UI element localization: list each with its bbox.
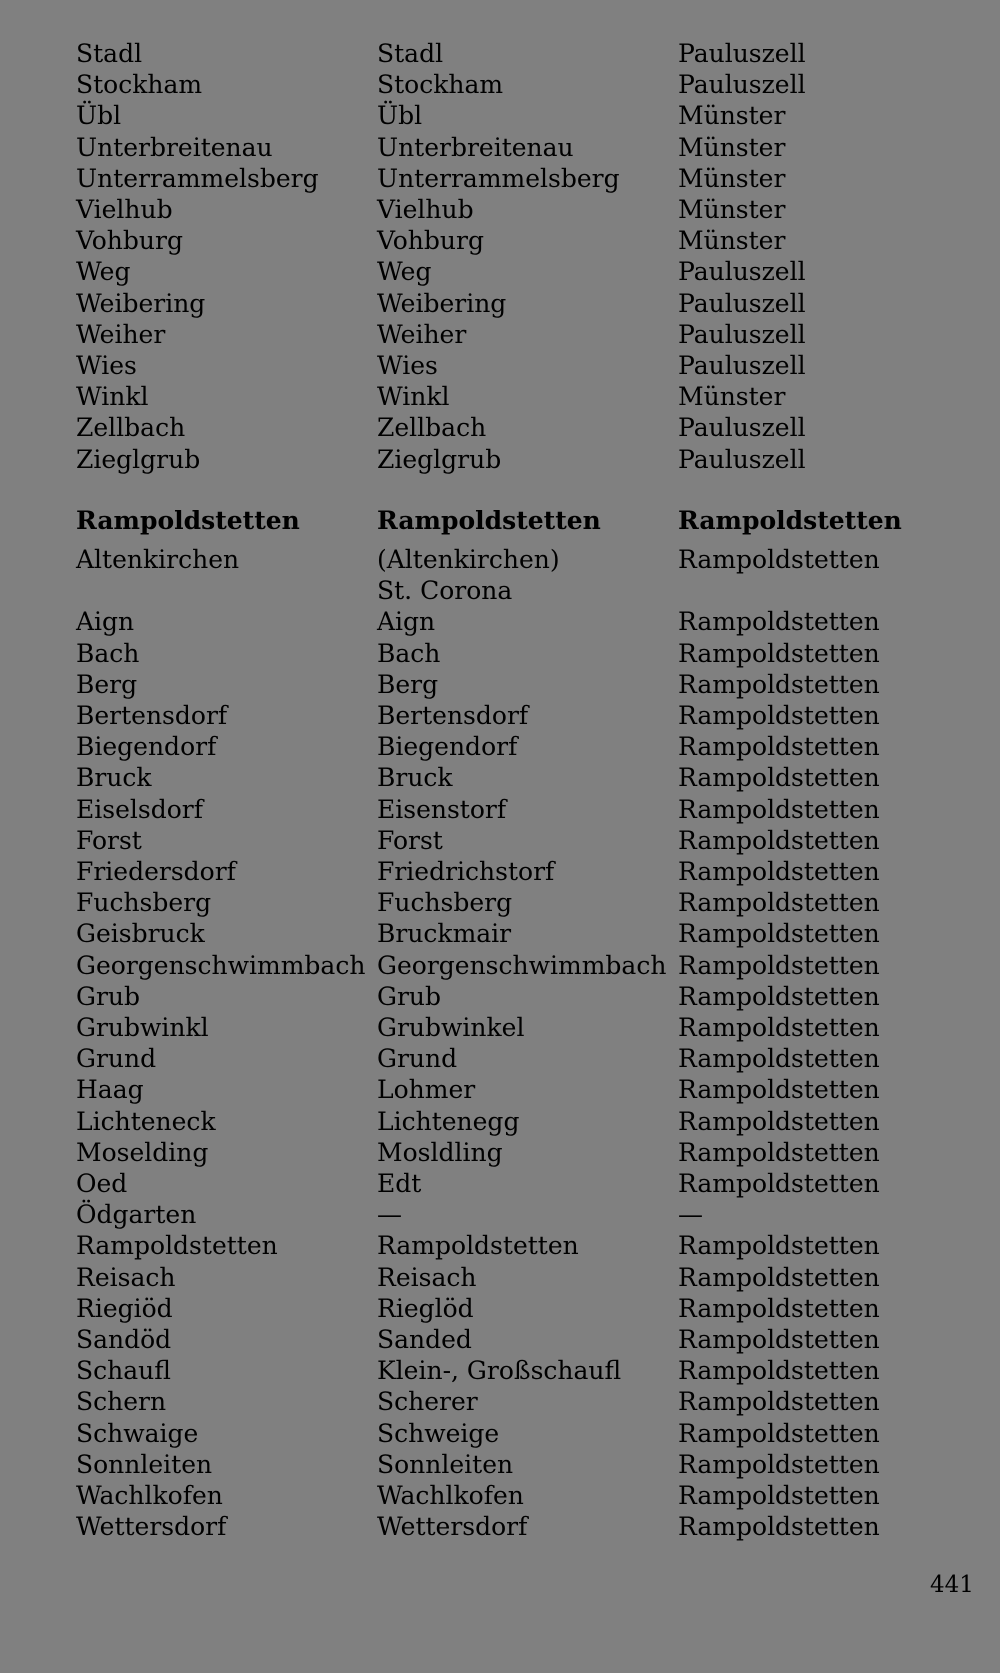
modern-name-cell: Edt (377, 1169, 422, 1198)
municipality-cell: Rampoldstetten (678, 794, 880, 824)
modern-name-cell: Scherer (377, 1387, 478, 1417)
municipality-cell: Rampoldstetten (678, 1137, 880, 1167)
table-row (0, 762, 1000, 793)
modern-name-cell: (Altenkirchen) (377, 545, 560, 574)
table-row (0, 1355, 1000, 1386)
heading-historical-name-cell: Rampoldstetten (76, 506, 300, 535)
table-row (0, 194, 1000, 225)
table-row (0, 132, 1000, 163)
table-row (0, 669, 1000, 700)
modern-name-cell: Berg (377, 669, 439, 699)
table-row (0, 381, 1000, 412)
table-row (0, 1418, 1000, 1449)
modern-name-cell: Sanded (377, 1325, 472, 1354)
municipality-cell: Rampoldstetten (678, 1512, 880, 1542)
historical-name-cell: Rampoldstetten (76, 1231, 278, 1261)
municipality-cell: Rampoldstetten (678, 1449, 880, 1479)
table-row (0, 1262, 1000, 1293)
historical-name-cell: Grubwinkl (76, 1013, 209, 1042)
municipality-cell: Münster (678, 195, 786, 224)
historical-name-cell: Sandöd (76, 1325, 172, 1354)
municipality-cell: Pauluszell (678, 351, 806, 380)
historical-name-cell: Altenkirchen (76, 545, 240, 574)
municipality-cell: Pauluszell (678, 288, 806, 318)
municipality-cell: Rampoldstetten (678, 1106, 880, 1136)
historical-name-cell: Oed (76, 1169, 128, 1198)
municipality-cell: Pauluszell (678, 444, 806, 474)
modern-name-cell: Biegendorf (377, 732, 518, 762)
historical-name-cell: Fuchsberg (76, 888, 212, 918)
historical-name-cell: Berg (76, 669, 138, 699)
table-row (0, 444, 1000, 475)
historical-name-cell: Winkl (76, 382, 149, 412)
municipality-cell: Rampoldstetten (678, 1013, 880, 1042)
municipality-cell: — (678, 1200, 703, 1230)
table-row (0, 1043, 1000, 1074)
table-row (0, 544, 1000, 575)
modern-name-cell: Wettersdorf (377, 1512, 528, 1542)
modern-name-cell: Vohburg (377, 226, 484, 256)
municipality-cell: Rampoldstetten (678, 669, 880, 699)
historical-name-cell: Georgenschwimmbach (76, 950, 366, 980)
municipality-cell: Rampoldstetten (678, 1481, 880, 1510)
table-row (0, 1293, 1000, 1324)
table-row (0, 256, 1000, 287)
municipality-cell: Rampoldstetten (678, 545, 880, 574)
municipality-cell: Münster (678, 101, 786, 131)
municipality-cell: Rampoldstetten (678, 607, 880, 637)
historical-name-cell: Geisbruck (76, 919, 205, 949)
table-row (0, 225, 1000, 256)
table-row (0, 731, 1000, 762)
table-row (0, 1511, 1000, 1542)
modern-name-cell: Weiher (377, 319, 467, 349)
historical-name-cell: Grund (76, 1044, 157, 1074)
table-row (0, 1012, 1000, 1043)
historical-name-cell: Bruck (76, 763, 152, 793)
modern-name-cell: Aign (377, 607, 436, 637)
modern-name-cell: — (377, 1200, 402, 1230)
historical-name-cell: Wies (76, 351, 137, 380)
modern-name-cell: Weg (377, 257, 432, 287)
table-row (0, 1480, 1000, 1511)
historical-name-cell: Bertensdorf (76, 701, 228, 730)
section-heading-row (0, 505, 1000, 536)
modern-name-cell: Bertensdorf (377, 701, 529, 730)
municipality-cell: Rampoldstetten (678, 1387, 880, 1417)
modern-name-cell: Wachlkofen (377, 1481, 524, 1510)
table-row (0, 1074, 1000, 1105)
table-row (0, 575, 1000, 606)
table-row (0, 163, 1000, 194)
table-row (0, 350, 1000, 381)
historical-name-cell: Stadl (76, 39, 143, 68)
municipality-cell: Rampoldstetten (678, 638, 880, 668)
modern-name-cell: Mosldling (377, 1137, 503, 1167)
historical-name-cell: Haag (76, 1075, 144, 1105)
municipality-cell: Pauluszell (678, 413, 806, 443)
historical-name-cell: Weg (76, 257, 131, 287)
municipality-cell: Rampoldstetten (678, 1169, 880, 1198)
table-row (0, 1199, 1000, 1230)
historical-name-cell: Übl (76, 101, 122, 131)
modern-name-cell: Unterbreitenau (377, 132, 574, 162)
table-row (0, 288, 1000, 319)
modern-name-cell: Bruck (377, 763, 453, 793)
modern-name-cell: Forst (377, 825, 443, 855)
modern-name-cell: Rieglöd (377, 1293, 474, 1323)
historical-name-cell: Wachlkofen (76, 1481, 223, 1510)
municipality-cell: Rampoldstetten (678, 763, 880, 793)
historical-name-cell: Riegiöd (76, 1293, 173, 1323)
table-row (0, 825, 1000, 856)
municipality-cell: Rampoldstetten (678, 1044, 880, 1074)
modern-name-cell: Grubwinkel (377, 1013, 525, 1042)
municipality-cell: Rampoldstetten (678, 950, 880, 980)
historical-name-cell: Biegendorf (76, 732, 217, 762)
modern-name-cell: Friedrichstorf (377, 857, 555, 886)
historical-name-cell: Stockham (76, 70, 203, 100)
modern-name-cell: Rampoldstetten (377, 1231, 579, 1261)
municipality-cell: Rampoldstetten (678, 919, 880, 949)
municipality-cell: Rampoldstetten (678, 981, 880, 1011)
municipality-cell: Rampoldstetten (678, 701, 880, 730)
historical-name-cell: Moselding (76, 1137, 209, 1167)
modern-name-cell: Georgenschwimmbach (377, 950, 667, 980)
historical-name-cell: Vielhub (76, 195, 173, 224)
table-row (0, 887, 1000, 918)
table-row (0, 100, 1000, 131)
modern-name-cell: Reisach (377, 1262, 477, 1292)
municipality-cell: Rampoldstetten (678, 1231, 880, 1261)
modern-name-cell: Zieglgrub (377, 444, 502, 474)
table-row (0, 794, 1000, 825)
modern-name-cell: Wies (377, 351, 438, 380)
historical-name-cell: Ödgarten (76, 1200, 197, 1230)
historical-name-cell: Wettersdorf (76, 1512, 227, 1542)
table-row (0, 918, 1000, 949)
historical-name-cell: Sonnleiten (76, 1449, 213, 1479)
table-row (0, 638, 1000, 669)
heading-modern-name-cell: Rampoldstetten (377, 506, 601, 535)
table-row (0, 1386, 1000, 1417)
table-row (0, 856, 1000, 887)
heading-municipality-cell: Rampoldstetten (678, 506, 902, 535)
historical-name-cell: Grub (76, 981, 141, 1011)
historical-name-cell: Reisach (76, 1262, 176, 1292)
municipality-cell: Rampoldstetten (678, 1293, 880, 1323)
modern-name-cell: St. Corona (377, 576, 513, 606)
historical-name-cell: Schaufl (76, 1356, 171, 1386)
modern-name-cell: Fuchsberg (377, 888, 513, 918)
historical-name-cell: Weiher (76, 319, 166, 349)
modern-name-cell: Weibering (377, 288, 507, 318)
table-row (0, 1324, 1000, 1355)
municipality-cell: Rampoldstetten (678, 1356, 880, 1386)
historical-name-cell: Vohburg (76, 226, 183, 256)
table-row (0, 1137, 1000, 1168)
modern-name-cell: Vielhub (377, 195, 474, 224)
municipality-cell: Pauluszell (678, 257, 806, 287)
historical-name-cell: Forst (76, 825, 142, 855)
modern-name-cell: Zellbach (377, 413, 487, 443)
historical-name-cell: Weibering (76, 288, 206, 318)
modern-name-cell: Sonnleiten (377, 1449, 514, 1479)
municipality-cell: Rampoldstetten (678, 1418, 880, 1448)
modern-name-cell: Eisenstorf (377, 794, 507, 824)
table-row (0, 606, 1000, 637)
municipality-cell: Rampoldstetten (678, 857, 880, 886)
modern-name-cell: Übl (377, 101, 423, 131)
table-row (0, 981, 1000, 1012)
table-row (0, 69, 1000, 100)
modern-name-cell: Bach (377, 638, 441, 668)
modern-name-cell: Lohmer (377, 1075, 476, 1105)
municipality-cell: Pauluszell (678, 319, 806, 349)
municipality-cell: Pauluszell (678, 39, 806, 68)
municipality-cell: Münster (678, 163, 786, 193)
municipality-cell: Rampoldstetten (678, 825, 880, 855)
historical-name-cell: Schern (76, 1387, 167, 1417)
municipality-cell: Münster (678, 226, 786, 256)
historical-name-cell: Friedersdorf (76, 857, 236, 886)
historical-name-cell: Eiselsdorf (76, 794, 203, 824)
municipality-cell: Rampoldstetten (678, 1075, 880, 1105)
modern-name-cell: Lichtenegg (377, 1106, 520, 1136)
table-row (0, 700, 1000, 731)
modern-name-cell: Grub (377, 981, 442, 1011)
historical-name-cell: Zellbach (76, 413, 186, 443)
municipality-cell: Rampoldstetten (678, 1325, 880, 1354)
table-row (0, 1106, 1000, 1137)
table-row (0, 319, 1000, 350)
historical-name-cell: Unterbreitenau (76, 132, 273, 162)
historical-name-cell: Bach (76, 638, 140, 668)
municipality-cell: Rampoldstetten (678, 888, 880, 918)
municipality-cell: Münster (678, 132, 786, 162)
modern-name-cell: Unterrammelsberg (377, 163, 620, 193)
page-number: 441 (930, 1572, 974, 1598)
modern-name-cell: Bruckmair (377, 919, 512, 949)
historical-name-cell: Aign (76, 607, 135, 637)
table-row (0, 412, 1000, 443)
table-row (0, 38, 1000, 69)
municipality-cell: Rampoldstetten (678, 732, 880, 762)
modern-name-cell: Winkl (377, 382, 450, 412)
modern-name-cell: Grund (377, 1044, 458, 1074)
municipality-cell: Münster (678, 382, 786, 412)
table-row (0, 1230, 1000, 1261)
historical-name-cell: Schwaige (76, 1418, 199, 1448)
modern-name-cell: Stadl (377, 39, 444, 68)
modern-name-cell: Schweige (377, 1418, 500, 1448)
modern-name-cell: Klein-, Großschaufl (377, 1356, 622, 1386)
table-row (0, 950, 1000, 981)
historical-name-cell: Zieglgrub (76, 444, 201, 474)
municipality-cell: Pauluszell (678, 70, 806, 100)
historical-name-cell: Unterrammelsberg (76, 163, 319, 193)
municipality-cell: Rampoldstetten (678, 1262, 880, 1292)
table-row (0, 1449, 1000, 1480)
table-row (0, 1168, 1000, 1199)
historical-name-cell: Lichteneck (76, 1106, 216, 1136)
modern-name-cell: Stockham (377, 70, 504, 100)
